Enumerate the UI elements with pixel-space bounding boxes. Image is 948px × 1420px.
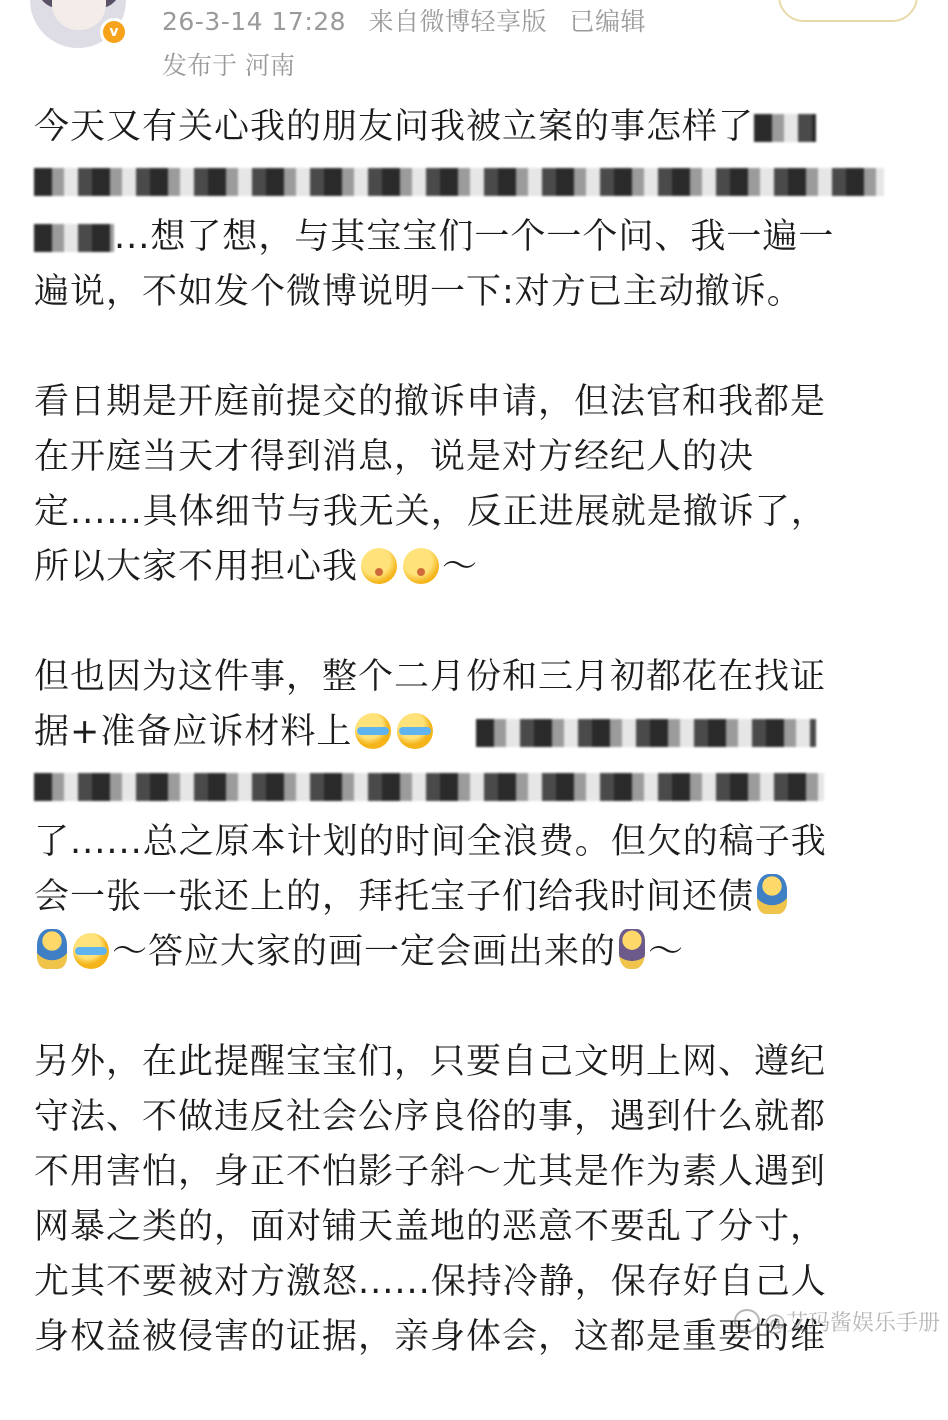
- post-source[interactable]: 来自微博轻享版: [368, 7, 548, 36]
- watermark: [734, 1306, 940, 1337]
- avatar-face: [52, 0, 106, 30]
- text-line: 守法、不做违反社会公序良俗的事，遇到什么就都: [34, 1097, 827, 1137]
- redacted-blur: [34, 773, 824, 801]
- text-tail: ～: [648, 932, 685, 972]
- post-timestamp: 26-3-14 17:28: [162, 7, 347, 36]
- post-header: [0, 0, 948, 90]
- paragraph-2: [34, 375, 914, 595]
- text-line: 但也因为这件事，整个二月份和三月初都花在找证: [34, 657, 827, 697]
- text-line: 会一张一张还上的，拜托宝子们给我时间还债: [34, 877, 755, 917]
- redacted-blur: [754, 114, 816, 142]
- text-line: 了......总之原本计划的时间全浪费。但欠的稿子我: [34, 822, 827, 862]
- text-line: 尤其不要被对方激怒......保持冷静，保存好自己人: [34, 1262, 827, 1302]
- follow-button[interactable]: [778, 0, 918, 22]
- redacted-blur: [34, 168, 884, 196]
- text-line: 另外，在此提醒宝宝们，只要自己文明上网、遵纪: [34, 1042, 827, 1082]
- post-body: [34, 100, 914, 1420]
- kiss-face-emoji-icon: [403, 548, 439, 584]
- text-line: 定......具体细节与我无关，反正进展就是撤诉了，: [34, 492, 827, 532]
- crying-laughing-emoji-icon: [397, 713, 433, 749]
- redacted-blur: [34, 224, 114, 252]
- text-line: 看日期是开庭前提交的撤诉申请，但法官和我都是: [34, 382, 827, 422]
- text-tail: ～: [442, 547, 479, 587]
- text-line: 在开庭当天才得到消息，说是对方经纪人的决: [34, 437, 755, 477]
- post-edited-label[interactable]: 已编辑: [569, 7, 647, 36]
- paragraph-3: [34, 650, 914, 980]
- text-line: 所以大家不用担心我: [34, 547, 359, 587]
- watermark-text: @艾玛酱娱乐手册: [763, 1311, 940, 1336]
- kiss-face-emoji-icon: [361, 548, 397, 584]
- text-line: ...想了想，与其宝宝们一个一个问、我一遍一: [114, 217, 835, 257]
- weibo-logo-icon: [734, 1309, 760, 1333]
- paragraph-1: [34, 100, 914, 320]
- text-line: ～答应大家的画一定会画出来的: [112, 932, 617, 972]
- crying-laughing-emoji-icon: [73, 933, 109, 969]
- text-line: 身权益被侵害的证据，亲身体会，这都是重要的维: [34, 1317, 827, 1357]
- crying-laughing-emoji-icon: [355, 713, 391, 749]
- verified-badge-icon: v: [100, 18, 128, 46]
- text-line: 遍说，不如发个微博说明一下:对方已主动撤诉。: [34, 272, 803, 312]
- text-line: 不用害怕，身正不怕影子斜～尤其是作为素人遇到: [34, 1152, 827, 1192]
- sitting-figure-emoji-icon: [757, 874, 787, 914]
- text-line: 今天又有关心我的朋友问我被立案的事怎样了: [34, 107, 755, 147]
- text-line: 网暴之类的，面对铺天盖地的恶意不要乱了分寸，: [34, 1207, 827, 1247]
- post-meta: [162, 2, 660, 38]
- sitting-figure-emoji-icon: [37, 929, 67, 969]
- pointing-figure-emoji-icon: [619, 929, 645, 969]
- redacted-blur: [476, 719, 816, 747]
- post-location: 发布于 河南: [162, 51, 295, 80]
- text-line: 据+准备应诉材料上: [34, 712, 353, 752]
